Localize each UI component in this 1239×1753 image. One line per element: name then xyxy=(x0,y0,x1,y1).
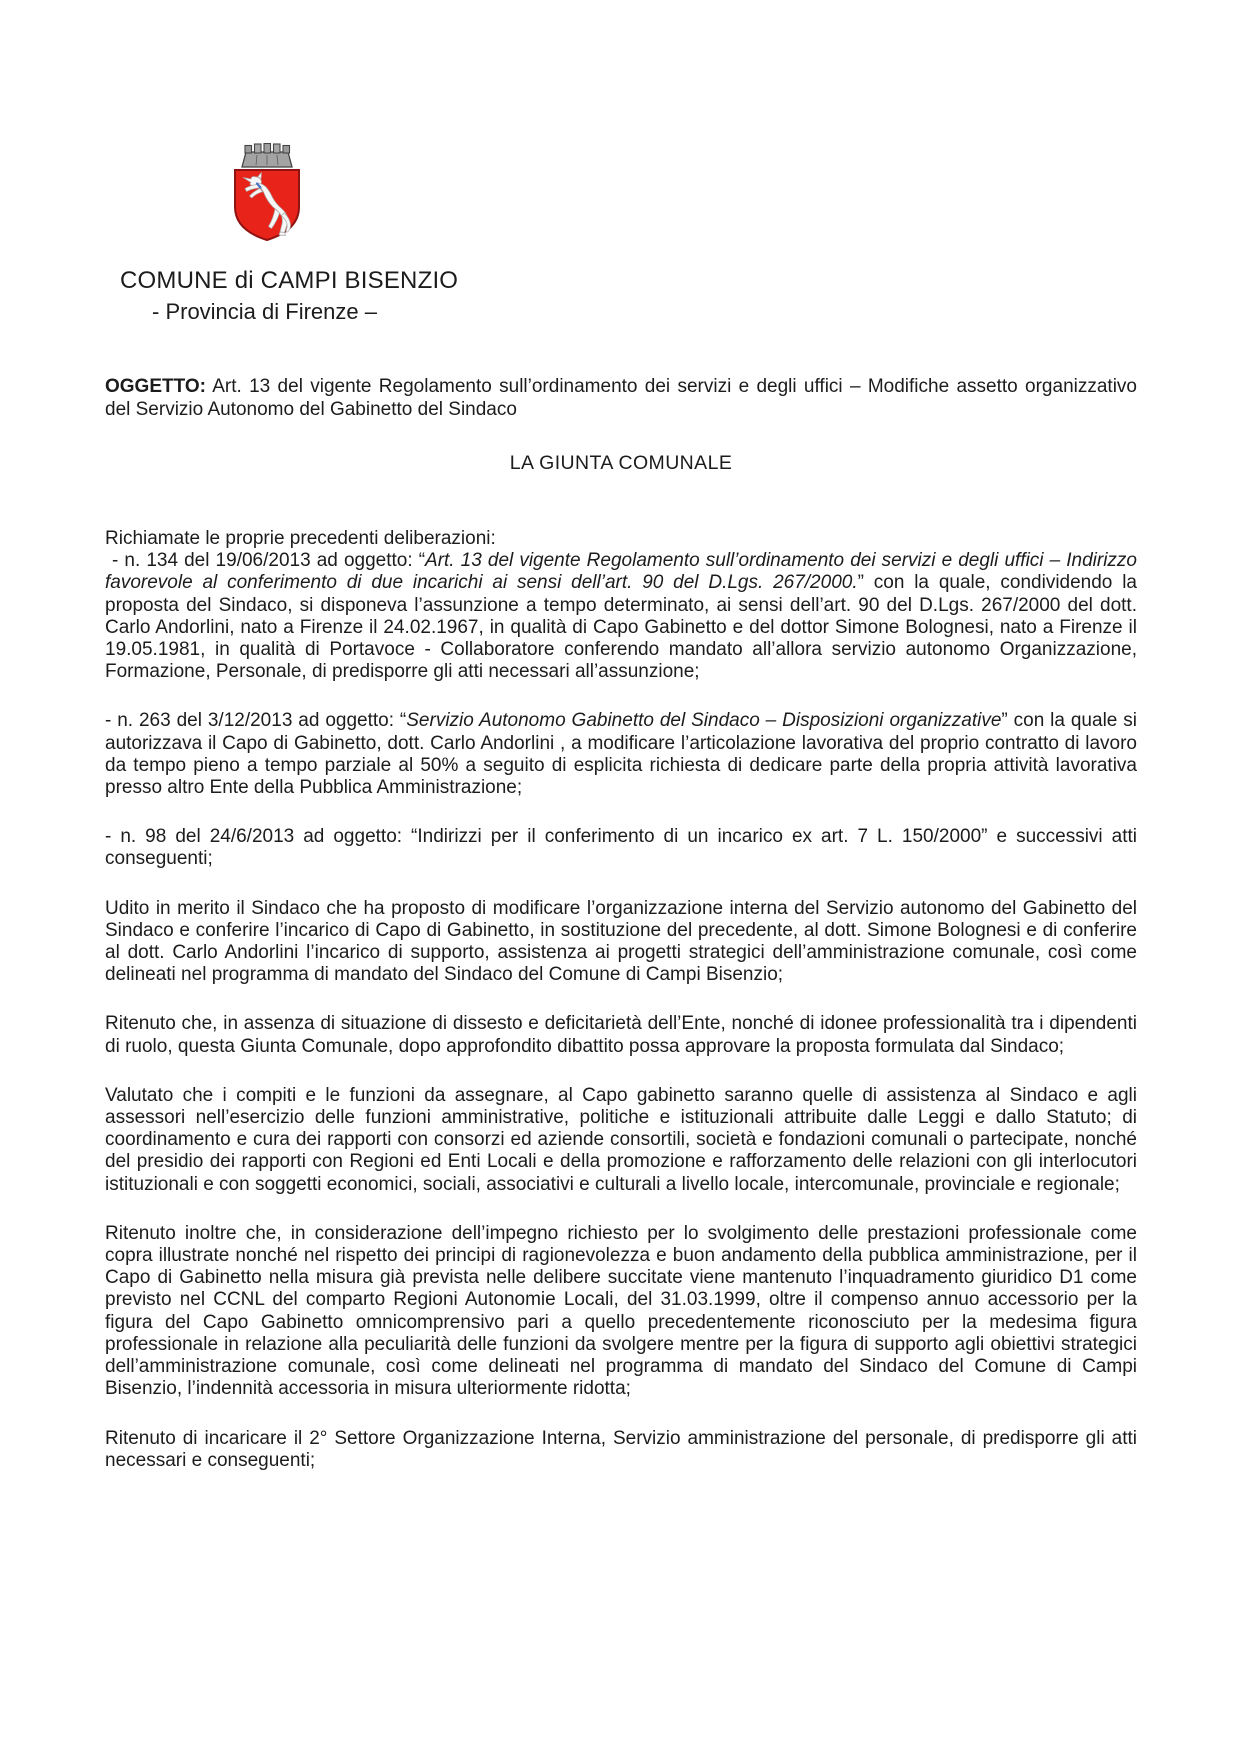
province-line: - Provincia di Firenze – xyxy=(152,299,377,324)
paragraph-ritenuto-incaricare xyxy=(105,1428,1137,1472)
municipality-name: COMUNE di CAMPI BISENZIO xyxy=(120,267,459,294)
paragraph-delibera-263 xyxy=(105,710,1137,799)
text-segment-italic: Art. 13 del vigente Regolamento sull’ordinamento dei servizi e degli uffici – Indirizzo favorevole al conferimento di due incarichi ai sensi dell’art. 90 del D.Lgs. 267/2000. xyxy=(105,550,1137,594)
municipal-coat-of-arms-icon xyxy=(233,143,301,243)
text-segment-normal: ” con la quale, condividendo la proposta del Sindaco, si disponeva l’assunzione a tempo determinato, ai sensi dell’art. 90 del D.Lgs. 267/2000 del dott. Carlo Andorlini, nato a Firenze il 24.02.1967, in qualità di Capo Gabinetto e del dottor Simone Bolognesi, nato a Firenze il 19.05.1981, in qualità di Portavoce - Collaboratore conferendo mandato all’allora servizio autonomo Organizzazione, Formazione, Personale, di predisporre gli atti necessari all’assunzione; xyxy=(105,572,1137,683)
text-segment-normal: Ritenuto che, in assenza di situazione di dissesto e deficitarietà dell’Ente, nonché di idonee professionalità tra i dipendenti di ruolo, questa Giunta Comunale, dopo approfondito dibattito possa approvare la proposta formulata dal Sindaco; xyxy=(105,1013,1137,1057)
text-segment-italic: Servizio Autonomo Gabinetto del Sindaco – Disposizioni organizzative xyxy=(406,710,1002,732)
text-segment-normal: Ritenuto inoltre che, in considerazione dell’impegno richiesto per lo svolgimento delle prestazioni professionale come copra illustrate nonché nel rispetto dei principi di ragionevolezza e buon andamento della pubblica amministrazione, per il Capo di Gabinetto nella misura già prevista nelle delibere succitate viene mantenuto l’inquadramento giuridico D1 come previsto nel CCNL del comparto Regioni Autonomie Locali, del 31.03.1999, oltre il compenso annuo accessorio per la figura del Capo Gabinetto omnicomprensivo pari a quello precedentemente riconosciuto per la medesima figura professionale in relazione alla peculiarità delle funzioni da svolgere mentre per la figura di supporto agli obiettivi strategici dell’amministrazione comunale, così come delineati nel programma di mandato del Sindaco del Comune di Campi Bisenzio, l’indennità accessoria in misura ulteriormente ridotta; xyxy=(105,1222,1137,1400)
text-segment-normal: Ritenuto di incaricare il 2° Settore Organizzazione Interna, Servizio amministrazione del personale, di predisporre gli atti necessari e conseguenti; xyxy=(105,1427,1137,1471)
text-segment-normal: Udito in merito il Sindaco che ha proposto di modificare l’organizzazione interna del Servizio autonomo del Gabinetto del Sindaco e conferire l’incarico di Capo di Gabinetto, in sostituzione del precedente, al dott. Simone Bolognesi e di conferire al dott. Carlo Andorlini l’incarico di supporto, assistenza ai progetti strategici dell’amministrazione comunale, così come delineati nel programma di mandato del Sindaco del Comune di Campi Bisenzio; xyxy=(105,897,1137,986)
paragraph-delibera-98 xyxy=(105,826,1137,870)
text-segment-normal: - n. 134 del 19/06/2013 ad oggetto: “ xyxy=(112,550,426,572)
deliberating-body-heading: LA GIUNTA COMUNALE xyxy=(509,452,733,474)
subject-label: OGGETTO: xyxy=(105,376,206,397)
document-body xyxy=(105,528,1137,1499)
text-segment-normal: - n. 98 del 24/6/2013 ad oggetto: “Indirizzi per il conferimento di un incarico ex art. 7 L. 150/2000” e successivi atti conseguenti; xyxy=(105,826,1137,870)
text-segment-normal: Valutato che i compiti e le funzioni da assegnare, al Capo gabinetto saranno quelle di assistenza al Sindaco e agli assessori nell’esercizio delle funzioni amministrative, politiche e istituzionali attribuite dalle Leggi e dallo Statuto; di coordinamento e cura dei rapporti con consorzi ed aziende consortili, società e fondazioni comunali o partecipate, nonché del presidio dei rapporti con Regioni ed Enti Locali e della promozione e rafforzamento delle relazioni con gli interlocutori istituzionali e con soggetti economici, sociali, associativi e culturali a livello locale, intercomunale, provinciale e regionale; xyxy=(105,1084,1137,1195)
paragraph-richiamate xyxy=(105,528,1137,550)
paragraph-ritenuto-inoltre xyxy=(105,1223,1137,1401)
paragraph-udito xyxy=(105,898,1137,987)
paragraph-valutato xyxy=(105,1085,1137,1196)
paragraph-ritenuto-dissesto xyxy=(105,1013,1137,1057)
subject-paragraph xyxy=(105,375,1137,421)
subject-text: Art. 13 del vigente Regolamento sull’ordinamento dei servizi e degli uffici – Modifiche assetto organizzativo del Servizio Autonomo del Gabinetto del Sindaco xyxy=(105,376,1137,420)
text-segment-normal: ” con la quale si autorizzava il Capo di Gabinetto, dott. Carlo Andorlini , a modificare l’articolazione lavorativa del proprio contratto di lavoro da tempo pieno a tempo parziale al 50% a seguito di esplicita richiesta di dedicare parte della propria attività lavorativa presso altro Ente della Pubblica Amministrazione; xyxy=(105,710,1137,799)
mural-crown-icon xyxy=(242,144,292,168)
paragraph-delibera-134 xyxy=(105,550,1137,683)
text-segment-normal: Richiamate le proprie precedenti deliberazioni: xyxy=(105,528,496,549)
text-segment-normal: - n. 263 del 3/12/2013 ad oggetto: “ xyxy=(105,710,407,732)
